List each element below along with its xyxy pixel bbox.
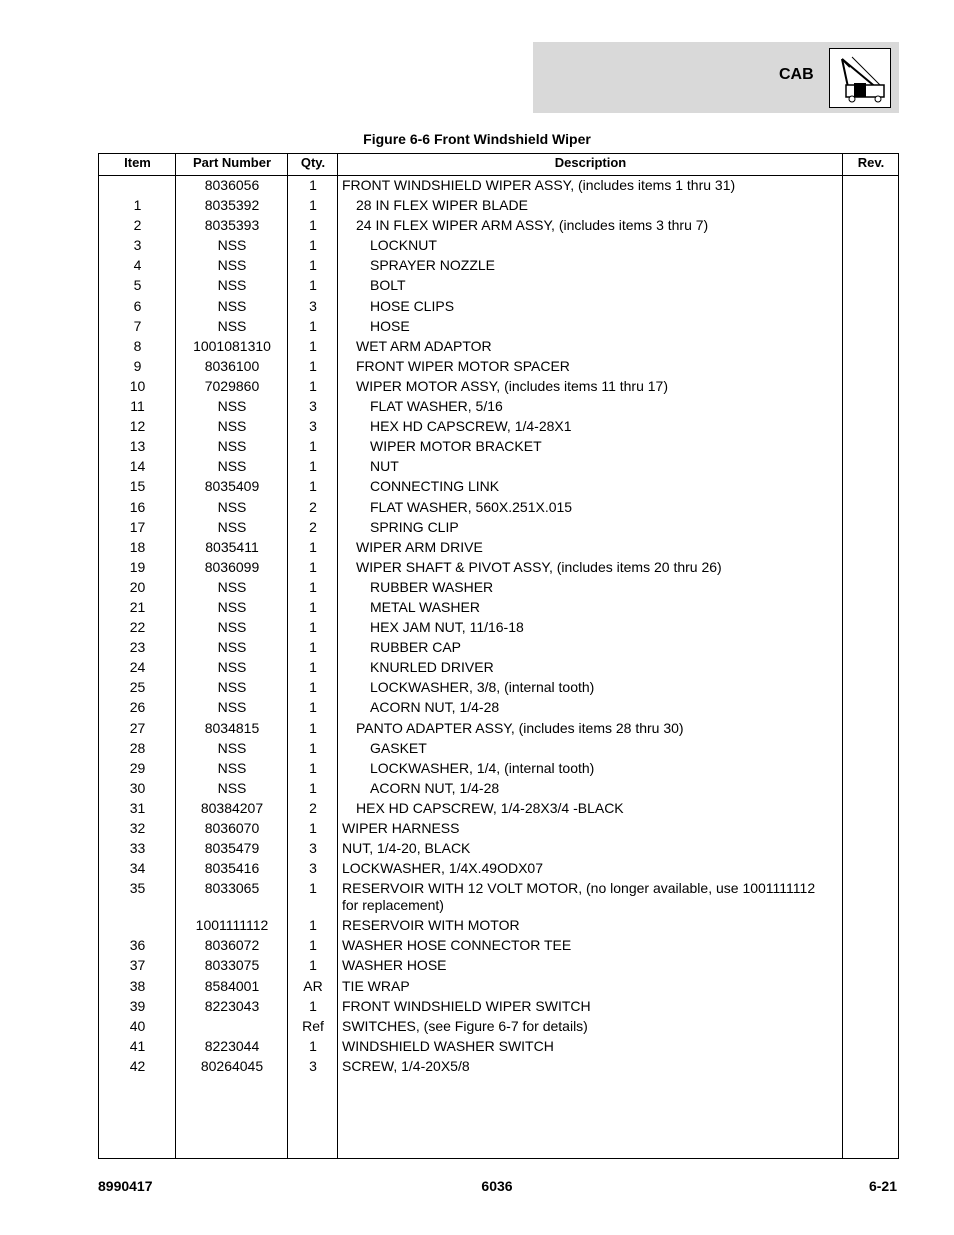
part-number-cell: NSS (217, 458, 247, 475)
part-number-cell: 8033075 (204, 957, 260, 974)
qty-cell: 1 (309, 317, 317, 334)
item-cell: 40 (129, 1017, 146, 1034)
table-row (99, 357, 898, 377)
part-number-cell: NSS (217, 257, 247, 274)
item-cell: 10 (129, 377, 146, 394)
description-cell: SPRING CLIP (370, 518, 459, 535)
part-number-cell: NSS (217, 518, 247, 535)
part-number-cell: NSS (217, 739, 247, 756)
item-cell: 31 (129, 799, 146, 816)
table-row (99, 276, 898, 296)
table-row (99, 297, 898, 317)
qty-cell: 3 (309, 418, 317, 435)
description-cell: 28 IN FLEX WIPER BLADE (356, 197, 528, 214)
qty-cell: 1 (309, 257, 317, 274)
col-desc-header: Description (554, 155, 627, 170)
part-number-cell: NSS (217, 237, 247, 254)
item-cell: 11 (130, 398, 145, 415)
figure-title: Figure 6-6 Front Windshield Wiper (363, 131, 591, 147)
qty-cell: 3 (309, 840, 317, 857)
qty-cell: 1 (309, 739, 317, 756)
table-row (99, 759, 898, 779)
col-part-header: Part Number (192, 155, 272, 170)
qty-cell: 1 (309, 639, 317, 656)
item-cell: 38 (129, 977, 146, 994)
description-cell: HEX HD CAPSCREW, 1/4-28X1 (370, 418, 572, 435)
part-number-cell: 1001111112 (195, 917, 269, 934)
description-cell: SWITCHES, (see Figure 6-7 for details) (342, 1017, 588, 1034)
footer-model: 6036 (481, 1178, 513, 1194)
part-number-cell: 8036099 (204, 558, 260, 575)
table-row (99, 678, 898, 698)
part-number-cell: NSS (217, 679, 247, 696)
table-row (99, 799, 898, 819)
part-number-cell: 8034815 (204, 719, 260, 736)
col-item-header: Item (124, 155, 151, 170)
table-row (99, 1057, 898, 1077)
qty-cell: 2 (309, 518, 317, 535)
part-number-cell: NSS (217, 277, 247, 294)
qty-cell: 1 (309, 699, 317, 716)
table-row (99, 558, 898, 578)
qty-cell: 1 (309, 377, 317, 394)
part-number-cell: NSS (217, 438, 247, 455)
item-cell: 13 (129, 438, 146, 455)
item-cell: 15 (129, 478, 146, 495)
table-body (99, 176, 898, 1077)
part-number-cell: NSS (217, 779, 247, 796)
qty-cell: 1 (309, 458, 317, 475)
description-cell: TIE WRAP (342, 977, 410, 994)
item-cell: 16 (129, 498, 146, 515)
qty-cell: 1 (309, 357, 317, 374)
qty-cell: 3 (309, 860, 317, 877)
part-number-cell: 7029860 (204, 377, 260, 394)
item-cell: 5 (133, 277, 142, 294)
table-row (99, 618, 898, 638)
table-row (99, 317, 898, 337)
description-cell: ACORN NUT, 1/4-28 (370, 699, 500, 716)
description-cell: SPRAYER NOZZLE (370, 257, 495, 274)
table-row (99, 437, 898, 457)
col-qty-header: Qty. (300, 155, 326, 170)
part-number-cell: NSS (217, 317, 247, 334)
qty-cell: 1 (309, 478, 317, 495)
qty-cell: 1 (309, 820, 317, 836)
item-cell: 21 (129, 598, 146, 615)
item-cell: 39 (129, 997, 146, 1014)
qty-cell: AR (303, 977, 323, 994)
part-number-cell: 8035392 (204, 197, 260, 214)
description-cell: WASHER HOSE (342, 957, 447, 974)
qty-cell: 1 (309, 957, 317, 974)
part-number-cell: NSS (217, 418, 247, 435)
parts-table (98, 153, 899, 1159)
part-number-cell: 8223044 (204, 1037, 260, 1054)
qty-cell: 3 (309, 297, 317, 314)
item-cell: 19 (129, 558, 146, 575)
description-cell: WIPER MOTOR BRACKET (370, 438, 542, 455)
table-row (99, 719, 898, 739)
table-row (99, 176, 898, 196)
table-row (99, 839, 898, 859)
qty-cell: 1 (309, 917, 317, 934)
part-number-cell: NSS (217, 699, 247, 716)
table-row (99, 216, 898, 236)
description-cell: PANTO ADAPTER ASSY, (includes items 28 thru 30) (356, 719, 684, 736)
description-cell: 24 IN FLEX WIPER ARM ASSY, (includes items 3 thru 7) (356, 217, 709, 234)
qty-cell: 1 (309, 197, 317, 214)
description-cell: HOSE (370, 317, 410, 334)
description-cell: HEX JAM NUT, 11/16-18 (370, 619, 524, 636)
item-cell: 30 (129, 779, 146, 796)
qty-cell: 2 (309, 498, 317, 515)
description-cell: BOLT (370, 277, 406, 294)
description-cell: WIPER SHAFT & PIVOT ASSY, (includes items 20 thru 26) (356, 558, 722, 575)
qty-cell: 1 (309, 759, 317, 776)
description-cell: GASKET (370, 739, 427, 756)
table-row (99, 997, 898, 1017)
item-cell: 41 (129, 1037, 146, 1054)
qty-cell: 1 (309, 997, 317, 1014)
description-cell: FRONT WINDSHIELD WIPER SWITCH (342, 997, 591, 1014)
table-row (99, 236, 898, 256)
part-number-cell: NSS (217, 578, 247, 595)
qty-cell: 1 (309, 880, 317, 897)
qty-cell: 1 (309, 598, 317, 615)
item-cell: 18 (129, 538, 146, 555)
part-number-cell: NSS (217, 659, 247, 676)
item-cell: 14 (129, 458, 146, 475)
description-cell: RUBBER CAP (370, 639, 462, 656)
table-row (99, 377, 898, 397)
qty-cell: 1 (309, 177, 317, 193)
part-number-cell: 80264045 (200, 1057, 264, 1074)
item-cell: 42 (129, 1057, 146, 1074)
item-cell: 27 (129, 719, 146, 736)
table-row (99, 879, 898, 916)
table-row (99, 916, 898, 936)
description-cell: NUT (370, 458, 399, 475)
table-row (99, 658, 898, 678)
item-cell: 29 (129, 759, 146, 776)
table-row (99, 457, 898, 477)
part-number-cell: NSS (217, 498, 247, 515)
qty-cell: 1 (309, 237, 317, 254)
description-cell: LOCKWASHER, 3/8, (internal tooth) (370, 679, 595, 696)
part-number-cell: NSS (217, 619, 247, 636)
part-number-cell: 8584001 (204, 977, 260, 994)
item-cell: 34 (129, 860, 146, 877)
description-cell: WIPER ARM DRIVE (356, 538, 483, 555)
item-cell: 26 (129, 699, 146, 716)
qty-cell: Ref (302, 1017, 324, 1034)
part-number-cell: 8035393 (204, 217, 260, 234)
description-cell: RESERVOIR WITH MOTOR (342, 917, 520, 934)
table-row (99, 977, 898, 997)
table-row (99, 859, 898, 879)
table-row (99, 477, 898, 497)
table-row (99, 936, 898, 956)
item-cell: 36 (129, 937, 146, 954)
table-row (99, 1037, 898, 1057)
description-cell: LOCKWASHER, 1/4, (internal tooth) (370, 759, 595, 776)
description-cell: CONNECTING LINK (370, 478, 500, 495)
item-cell: 8 (133, 337, 142, 354)
item-cell: 28 (129, 739, 146, 756)
item-cell: 17 (129, 518, 146, 535)
description-cell: WASHER HOSE CONNECTOR TEE (342, 937, 572, 954)
part-number-cell: NSS (217, 398, 247, 415)
table-header (99, 154, 898, 176)
table-row (99, 638, 898, 658)
description-cell: LOCKNUT (370, 237, 437, 254)
description-cell: ACORN NUT, 1/4-28 (370, 779, 500, 796)
item-cell: 7 (133, 317, 142, 334)
qty-cell: 1 (309, 659, 317, 676)
table-row (99, 196, 898, 216)
item-cell: 23 (129, 639, 146, 656)
description-cell: FRONT WIPER MOTOR SPACER (356, 357, 570, 374)
qty-cell: 1 (309, 679, 317, 696)
item-cell: 24 (129, 659, 146, 676)
item-cell: 3 (133, 237, 142, 254)
qty-cell: 1 (309, 538, 317, 555)
item-cell: 12 (129, 418, 146, 435)
qty-cell: 1 (309, 779, 317, 796)
item-cell: 33 (129, 840, 146, 857)
qty-cell: 1 (309, 719, 317, 736)
table-row (99, 1017, 898, 1037)
table-row (99, 819, 898, 839)
part-number-cell: 8035479 (204, 840, 260, 857)
description-cell: FLAT WASHER, 5/16 (370, 398, 503, 415)
footer-doc-number: 8990417 (98, 1178, 153, 1194)
qty-cell: 1 (309, 337, 317, 354)
part-number-cell: NSS (217, 639, 247, 656)
item-cell: 32 (129, 820, 146, 836)
part-number-cell: NSS (217, 759, 247, 776)
item-cell: 37 (129, 957, 146, 974)
item-cell: 35 (129, 880, 146, 897)
part-number-cell: 1001081310 (193, 337, 271, 354)
table-row (99, 779, 898, 799)
item-cell: 6 (133, 297, 142, 314)
qty-cell: 2 (309, 799, 317, 816)
description-cell: SCREW, 1/4-20X5/8 (342, 1057, 470, 1074)
table-row (99, 739, 898, 759)
description-cell: WET ARM ADAPTOR (356, 337, 492, 354)
table-row (99, 337, 898, 357)
part-number-cell: 8035409 (204, 478, 260, 495)
part-number-cell: 8036072 (204, 937, 260, 954)
qty-cell: 3 (309, 398, 317, 415)
part-number-cell: 8035416 (204, 860, 260, 877)
qty-cell: 1 (309, 217, 317, 234)
description-cell: METAL WASHER (370, 598, 480, 615)
table-row (99, 417, 898, 437)
description-cell: FLAT WASHER, 560X.251X.015 (370, 498, 573, 515)
description-cell: NUT, 1/4-20, BLACK (342, 840, 471, 857)
item-cell: 20 (129, 578, 146, 595)
table-row (99, 498, 898, 518)
part-number-cell: 8035411 (205, 538, 259, 555)
description-cell: WIPER HARNESS (342, 820, 460, 836)
part-number-cell: 8033065 (204, 880, 260, 897)
item-cell: 22 (129, 619, 146, 636)
aerial-lift-icon (829, 48, 891, 108)
qty-cell: 3 (309, 1057, 317, 1074)
item-cell: 4 (133, 257, 142, 274)
description-cell: RUBBER WASHER (370, 578, 494, 595)
table-row (99, 518, 898, 538)
item-cell: 25 (129, 679, 146, 696)
table-row (99, 256, 898, 276)
section-label: CAB (779, 66, 814, 83)
footer-page-number: 6-21 (868, 1178, 897, 1194)
qty-cell: 1 (309, 619, 317, 636)
part-number-cell: 8223043 (204, 997, 260, 1014)
item-cell: 1 (133, 197, 142, 214)
part-number-cell: 80384207 (200, 799, 264, 816)
part-number-cell: NSS (217, 598, 247, 615)
qty-cell: 1 (309, 277, 317, 294)
qty-cell: 1 (309, 558, 317, 575)
qty-cell: 1 (309, 578, 317, 595)
part-number-cell: 8036100 (204, 357, 260, 374)
qty-cell: 1 (309, 937, 317, 954)
col-rev-header: Rev. (857, 155, 885, 170)
description-cell: RESERVOIR WITH 12 VOLT MOTOR, (no longer available, use 1001111112 for replacement) (342, 880, 816, 914)
qty-cell: 1 (309, 438, 317, 455)
item-cell: 9 (133, 357, 142, 374)
part-number-cell: 8036070 (204, 820, 260, 836)
table-row (99, 397, 898, 417)
part-number-cell: 8036056 (204, 177, 260, 193)
description-cell: LOCKWASHER, 1/4X.49ODX07 (342, 860, 544, 877)
item-cell: 2 (133, 217, 142, 234)
description-cell: FRONT WINDSHIELD WIPER ASSY, (includes items 1 thru 31) (342, 177, 736, 193)
table-row (99, 598, 898, 618)
description-cell: HOSE CLIPS (370, 297, 455, 314)
description-cell: WIPER MOTOR ASSY, (includes items 11 thru 17) (356, 377, 668, 394)
table-row (99, 956, 898, 976)
table-row (99, 538, 898, 558)
table-row (99, 698, 898, 718)
part-number-cell: NSS (217, 297, 247, 314)
description-cell: WINDSHIELD WASHER SWITCH (342, 1037, 554, 1054)
qty-cell: 1 (309, 1037, 317, 1054)
table-row (99, 578, 898, 598)
description-cell: KNURLED DRIVER (370, 659, 494, 676)
description-cell: HEX HD CAPSCREW, 1/4-28X3/4 -BLACK (356, 799, 624, 816)
